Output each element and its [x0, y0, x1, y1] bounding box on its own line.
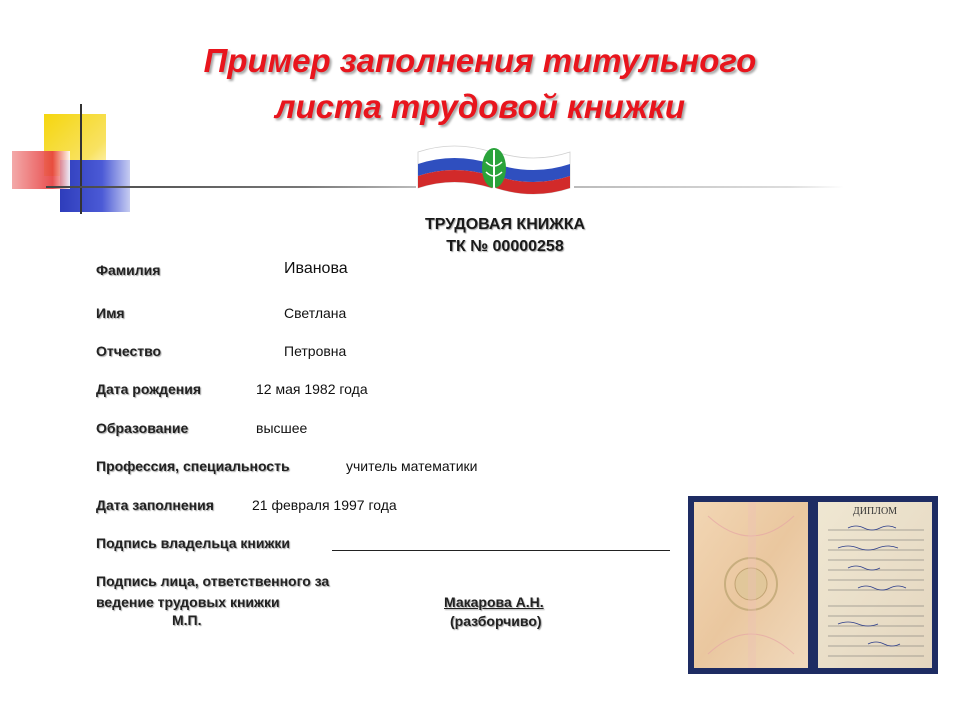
decor-horizontal-line	[46, 186, 416, 188]
slide-title-line2: листа трудовой книжки	[274, 88, 686, 125]
name-label: Имя	[96, 305, 125, 321]
book-number: ТК № 00000258	[446, 238, 564, 255]
responsible-label-line1: Подпись лица, ответственного за	[96, 573, 330, 589]
birth-date-label: Дата рождения	[96, 381, 202, 397]
fill-date-label: Дата заполнения	[96, 497, 214, 513]
birth-date-value: 12 мая 1982 года	[256, 381, 368, 397]
patronymic-value: Петровна	[284, 343, 347, 359]
owner-signature-label: Подпись владельца книжки	[96, 535, 290, 551]
book-title: ТРУДОВАЯ КНИЖКА	[424, 216, 586, 233]
profession-label: Профессия, специальность	[96, 458, 290, 474]
responsible-note: (разборчиво)	[450, 613, 542, 629]
book-heading	[380, 214, 630, 258]
responsible-label-line2: ведение трудовых книжки	[96, 594, 280, 610]
decor-red-square	[12, 151, 70, 189]
name-value: Светлана	[284, 305, 347, 321]
surname-label: Фамилия	[96, 262, 161, 278]
decor-horizontal-line-right	[574, 186, 844, 188]
flag-emblem-icon	[414, 140, 574, 196]
education-value: высшее	[256, 420, 308, 436]
decor-vertical-line	[80, 104, 82, 214]
profession-value: учитель математики	[346, 458, 478, 474]
stamp-label: М.П.	[172, 612, 202, 628]
education-label: Образование	[96, 420, 189, 436]
slide-title-line1: Пример заполнения титульного	[203, 42, 757, 79]
responsible-name: Макарова А.Н.	[444, 594, 544, 610]
owner-signature-line	[332, 550, 670, 551]
fill-date-value: 21 февраля 1997 года	[252, 497, 397, 513]
surname-value: Иванова	[284, 260, 348, 277]
diploma-image	[688, 496, 938, 674]
patronymic-label: Отчество	[96, 343, 162, 359]
diploma-title: ДИПЛОМ	[852, 506, 898, 517]
slide-title	[120, 38, 840, 130]
